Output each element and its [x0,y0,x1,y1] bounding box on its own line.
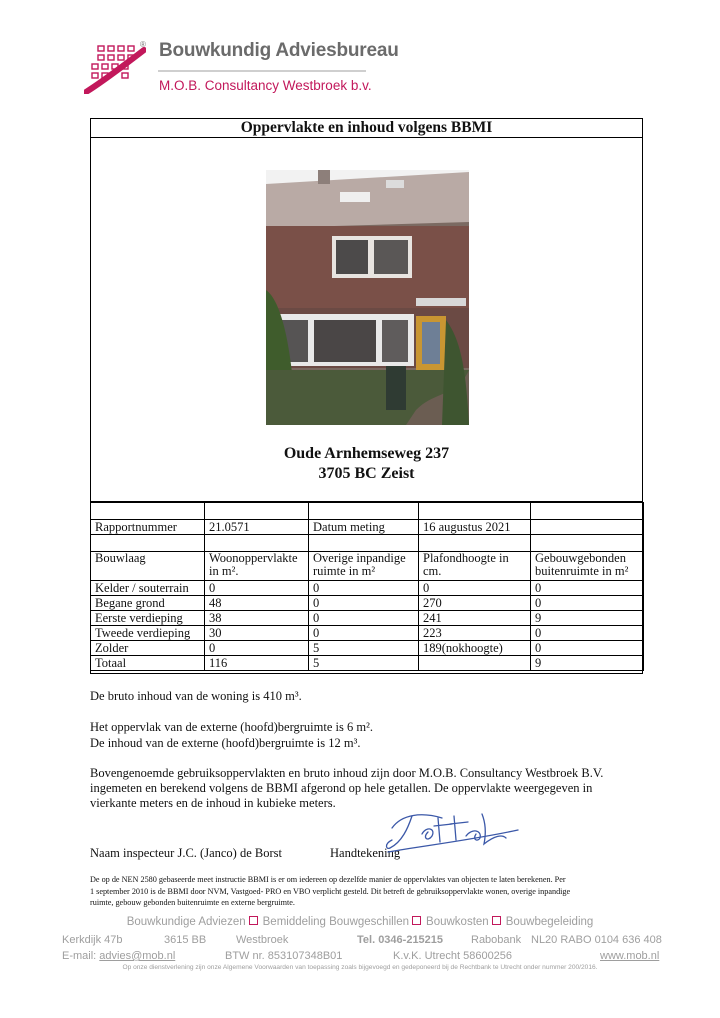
table-cell: 189(nokhoogte) [419,641,531,656]
table-cell: Eerste verdieping [91,611,205,626]
inspector-name: Naam inspecteur J.C. (Janco) de Borst [90,846,282,860]
table-row [91,535,644,552]
email-link[interactable]: advies@mob.nl [99,950,176,962]
rapport-label: Rapportnummer [91,520,205,535]
company-name: Bouwkundig Adviesbureau [159,40,399,61]
col-header: Woonoppervlakte in m². [205,552,309,581]
table-cell: Begane grond [91,596,205,611]
header-row [91,552,644,581]
square-bullet-icon [412,916,421,925]
company-subtitle: M.O.B. Consultancy Westbroek b.v. [159,78,372,93]
website-link[interactable]: www.mob.nl [600,950,660,962]
note-line-2: 1 september 2010 is de BBMI door NVM, Vastgoed- PRO en VBO verplicht gesteld. Dit betreft de gebruiksoppervlakte wonen, overige inpandige [90,886,571,896]
table-cell: 0 [205,641,309,656]
datum-value: 16 augustus 2021 [419,520,531,535]
table-cell: 30 [205,626,309,641]
email-label: E-mail: [62,950,97,962]
footer-kvk: K.v.K. Utrecht 58600256 [393,950,513,962]
signature-image [382,808,522,856]
bbmi-note [90,874,645,909]
table-cell: 48 [205,596,309,611]
table-cell: 241 [419,611,531,626]
col-header: Bouwlaag [91,552,205,581]
bruto-inhoud-text: De bruto inhoud van de woning is 410 m³. [90,689,302,703]
table-cell: 5 [309,656,419,671]
footer-email-line [62,950,175,962]
report-title: Oppervlakte en inhoud volgens BBMI [90,118,643,138]
table-cell: 0 [531,596,644,611]
col-header: Overige inpandige ruimte in m² [309,552,419,581]
table-row [91,641,644,656]
col-header: Plafondhoogte in cm. [419,552,531,581]
footer-btw: BTW nr. 853107348B01 [225,950,343,962]
table-row [91,581,644,596]
meta-row [91,520,644,535]
note-line-3: ruimte, gebouw gebonden buitenruimte en externe bergruimte. [90,898,295,907]
footer-iban: NL20 RABO 0104 636 408 [531,934,662,946]
service-item: Bouwbegeleiding [505,916,594,928]
table-cell: 0 [531,641,644,656]
company-logo-icon [84,42,146,94]
table-cell: Kelder / souterrain [91,581,205,596]
service-item: Bemiddeling Bouwgeschillen [262,916,410,928]
table-cell: 0 [309,611,419,626]
house-photo [266,170,469,425]
measurement-table [90,502,644,671]
services-line [0,916,720,928]
table-cell: 0 [531,581,644,596]
table-cell: 5 [309,641,419,656]
table-cell: 116 [205,656,309,671]
col-header: Gebouwgebonden buitenruimte in m² [531,552,644,581]
table-cell: 223 [419,626,531,641]
square-bullet-icon [249,916,258,925]
table-cell: 0 [531,626,644,641]
footer-phone: Tel. 0346-215215 [357,934,444,946]
footer-city: Westbroek [236,934,289,946]
service-item: Bouwkundige Adviezen [126,916,246,928]
total-row [91,656,644,671]
note-line-1: De op de NEN 2580 gebaseerde meet instructie BBMI is er om iedereen op dezelfde manier de oppervlaktes van objecten te laten berekenen. Per [90,875,566,884]
table-cell: Totaal [91,656,205,671]
table-cell: 0 [309,581,419,596]
table-cell [419,656,531,671]
terms-fineprint: Op onze dienstverlening zijn onze Algemene Voorwaarden van toepassing zoals bijgevoegd en gedeponeerd bij de Rechtbank te Utrecht onder nummer 200/2016. [122,964,598,971]
rapport-value: 21.0571 [205,520,309,535]
footer-bank: Rabobank [471,934,522,946]
table-cell: 38 [205,611,309,626]
signature-label: Handtekening [330,846,401,860]
summary-line-3: vierkante meters en de inhoud in kubieke meters. [90,796,336,810]
table-cell: 0 [419,581,531,596]
address-city: 3705 BC Zeist [318,465,415,482]
table-cell: 270 [419,596,531,611]
summary-line-2: ingemeten en berekend volgens de BBMI afgerond op hele getallen. De oppervlakte weergegeven in [90,781,593,795]
table-cell: 9 [531,611,644,626]
address-street: Oude Arnhemseweg 237 [283,445,450,462]
table-row [91,596,644,611]
table-row [91,626,644,641]
table-cell: 9 [531,656,644,671]
summary-line-1: Bovengenoemde gebruiksoppervlakten en bruto inhoud zijn door M.O.B. Consultancy Westbroek B.V. [90,766,604,780]
table-row [91,503,644,520]
datum-label: Datum meting [309,520,419,535]
externe-oppervlak-text: Het oppervlak van de externe (hoofd)bergruimte is 6 m². [90,720,373,734]
table-row [91,611,644,626]
table-cell: 0 [205,581,309,596]
logo-divider [158,70,366,72]
footer-street: Kerkdijk 47b [62,934,123,946]
table-cell: Zolder [91,641,205,656]
table-cell: 0 [309,596,419,611]
registered-mark: ® [140,40,146,49]
externe-inhoud-text: De inhoud van de externe (hoofd)bergruimte is 12 m³. [90,736,361,750]
table-cell: 0 [309,626,419,641]
service-item: Bouwkosten [426,916,489,928]
footer-postcode: 3615 BB [164,934,207,946]
table-cell: Tweede verdieping [91,626,205,641]
square-bullet-icon [492,916,501,925]
